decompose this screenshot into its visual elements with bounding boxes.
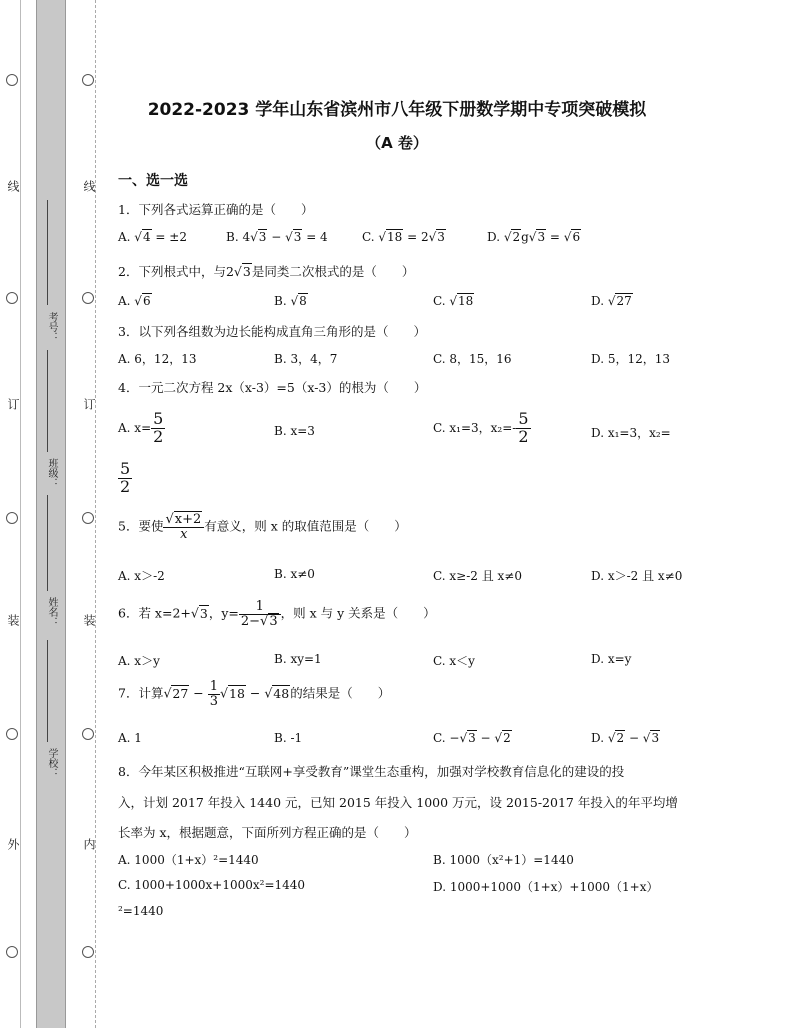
question-1-stem: 1．下列各式运算正确的是（ ） xyxy=(118,202,314,217)
binding-hole xyxy=(82,74,94,86)
q4-option-a: A. x= $\frac{5}{2}$ xyxy=(118,409,164,446)
margin-char-nei: 内 xyxy=(82,838,96,850)
question-4-stem: 4．一元二次方程 2x（x-3）=5（x-3）的根为（ ） xyxy=(118,380,427,395)
binding-hole xyxy=(6,292,18,304)
page-subtitle: （A 卷） xyxy=(366,134,428,152)
q6-option-d: D. x=y xyxy=(591,652,632,666)
question-2-stem: 2．下列根式中，与2√3是同类二次根式的是（ ） xyxy=(118,264,415,279)
name-field[interactable] xyxy=(47,495,48,591)
q6-option-a: A. x＞y xyxy=(118,654,160,668)
question-8-stem-line1: 8．今年某区积极推进“互联网+享受教育”课堂生态重构，加强对学校教育信息化的建设的投 xyxy=(118,764,625,779)
q8-option-d-cont: ²=1440 xyxy=(118,904,164,918)
binding-hole xyxy=(6,512,18,524)
margin-rule xyxy=(20,0,21,1028)
margin-char-xian: 线 xyxy=(82,180,96,192)
q4-option-b: B. x=3 xyxy=(274,424,315,438)
option-letter: C. x₁=3，x₂=- xyxy=(433,420,517,435)
q2-option-b: B. √8 xyxy=(274,294,307,308)
question-6-stem: 6．若 x=2+√3，y= $\frac{1}{2-√3}$ ，则 x 与 y 关系是（ ） xyxy=(118,599,436,629)
option-letter: B. xyxy=(274,294,287,308)
name-label: 姓名： xyxy=(46,597,57,627)
q4-option-d: D. x₁=3，x₂= xyxy=(591,426,671,440)
q3-option-a: A. 6，12，13 xyxy=(118,352,197,366)
exam-number-label: 考号： xyxy=(46,312,57,342)
q1-option-b: B. 4√3 − √3 = 4 xyxy=(226,230,328,244)
q8-option-b: B. 1000（x²+1）=1440 xyxy=(433,853,574,867)
option-letter: A. xyxy=(118,230,131,244)
q2-option-d: D. √27 xyxy=(591,294,632,308)
q8-option-d: D. 1000+1000（1+x）+1000（1+x） xyxy=(433,880,659,894)
binding-hole xyxy=(82,946,94,958)
q5-option-d: D. x＞-2 且 x≠0 xyxy=(591,569,683,583)
q5-option-b: B. x≠0 xyxy=(274,567,315,581)
q5-option-a: A. x＞-2 xyxy=(118,569,165,583)
question-3-stem: 3．以下列各组数为边长能构成直角三角形的是（ ） xyxy=(118,324,426,339)
q5-option-c: C. x≥-2 且 x≠0 xyxy=(433,569,522,583)
binding-hole xyxy=(6,74,18,86)
margin-char-zhuang: 装 xyxy=(82,614,96,626)
binding-hole xyxy=(6,946,18,958)
q7-option-b: B. -1 xyxy=(274,731,303,745)
question-8-stem-line2: 入，计划 2017 年投入 1440 元，已知 2015 年投入 1000 万元，设 2015-2017 年投入的年平均增 xyxy=(118,795,678,810)
q7-option-d: D. √2 − √3 xyxy=(591,731,660,745)
option-letter: D. xyxy=(487,230,501,244)
q6-option-c: C. x＜y xyxy=(433,654,475,668)
stem-text: 是同类二次根式的是（ ） xyxy=(251,264,415,279)
stem-text: 6．若 x=2+ xyxy=(118,605,191,621)
class-field[interactable] xyxy=(47,350,48,452)
option-letter: B. xyxy=(226,230,239,244)
binding-strip xyxy=(36,0,66,1028)
q4-option-d-cont: $\frac{5}{2}$ xyxy=(120,459,131,496)
option-letter: C. xyxy=(433,294,446,308)
q1-option-a: A. √4 = ±2 xyxy=(118,230,187,244)
question-8-stem-line3: 长率为 x，根据题意，下面所列方程正确的是（ ） xyxy=(118,825,417,840)
section-heading: 一、选一选 xyxy=(118,173,188,189)
class-label: 班级： xyxy=(46,458,57,488)
margin-char-wai: 外 xyxy=(6,838,20,850)
stem-text: 5．要使 xyxy=(118,518,164,534)
stem-text: 有意义，则 x 的取值范围是（ ） xyxy=(204,518,407,534)
option-letter: A. xyxy=(118,294,131,308)
option-letter: C. xyxy=(362,230,375,244)
option-letter: D. xyxy=(591,731,605,745)
q1-option-d: D. √2g√3 = √6 xyxy=(487,230,581,244)
stem-text: 7．计算 xyxy=(118,685,164,701)
stem-text: 的结果是（ ） xyxy=(290,685,391,701)
question-7-stem: 7．计算√27 − $\frac{1}{3}$ √18 − √48的结果是（ ） xyxy=(118,679,391,709)
option-letter: A. x= xyxy=(118,420,152,435)
q4-option-c: C. x₁=3，x₂=- $\frac{5}{2}$ xyxy=(433,409,529,446)
option-letter: C. xyxy=(433,731,446,745)
q3-option-c: C. 8，15，16 xyxy=(433,352,512,366)
q6-option-b: B. xy=1 xyxy=(274,652,322,666)
option-letter: D. xyxy=(591,294,605,308)
stem-text: 2．下列根式中，与 xyxy=(118,264,226,279)
q1-option-c: C. √18 = 2√3 xyxy=(362,230,445,244)
q8-option-a: A. 1000（1+x）²=1440 xyxy=(118,853,259,867)
page-title: 2022-2023 学年山东省滨州市八年级下册数学期中专项突破模拟 xyxy=(147,100,647,120)
school-field[interactable] xyxy=(47,640,48,742)
q7-option-c: C. −√3 − √2 xyxy=(433,731,511,745)
q8-option-c: C. 1000+1000x+1000x²=1440 xyxy=(118,878,306,892)
binding-hole xyxy=(82,728,94,740)
margin-char-ding: 订 xyxy=(6,398,20,410)
q3-option-b: B. 3，4，7 xyxy=(274,352,338,366)
stem-text: ，y= xyxy=(208,605,239,621)
margin-char-xian: 线 xyxy=(6,180,20,192)
q7-option-a: A. 1 xyxy=(118,731,142,745)
q3-option-d: D. 5，12，13 xyxy=(591,352,670,366)
binding-hole xyxy=(6,728,18,740)
cut-line xyxy=(95,0,96,1028)
question-5-stem: 5．要使 $\frac{√x+2}{x}$ 有意义，则 x 的取值范围是（ ） xyxy=(118,512,407,542)
binding-hole xyxy=(82,292,94,304)
margin-char-zhuang: 装 xyxy=(6,614,20,626)
exam-number-field[interactable] xyxy=(47,200,48,305)
q2-option-a: A. √6 xyxy=(118,294,151,308)
stem-text: ，则 x 与 y 关系是（ ） xyxy=(280,605,436,621)
margin-char-ding: 订 xyxy=(82,398,96,410)
binding-hole xyxy=(82,512,94,524)
q2-option-c: C. √18 xyxy=(433,294,474,308)
school-label: 学校： xyxy=(46,748,57,778)
